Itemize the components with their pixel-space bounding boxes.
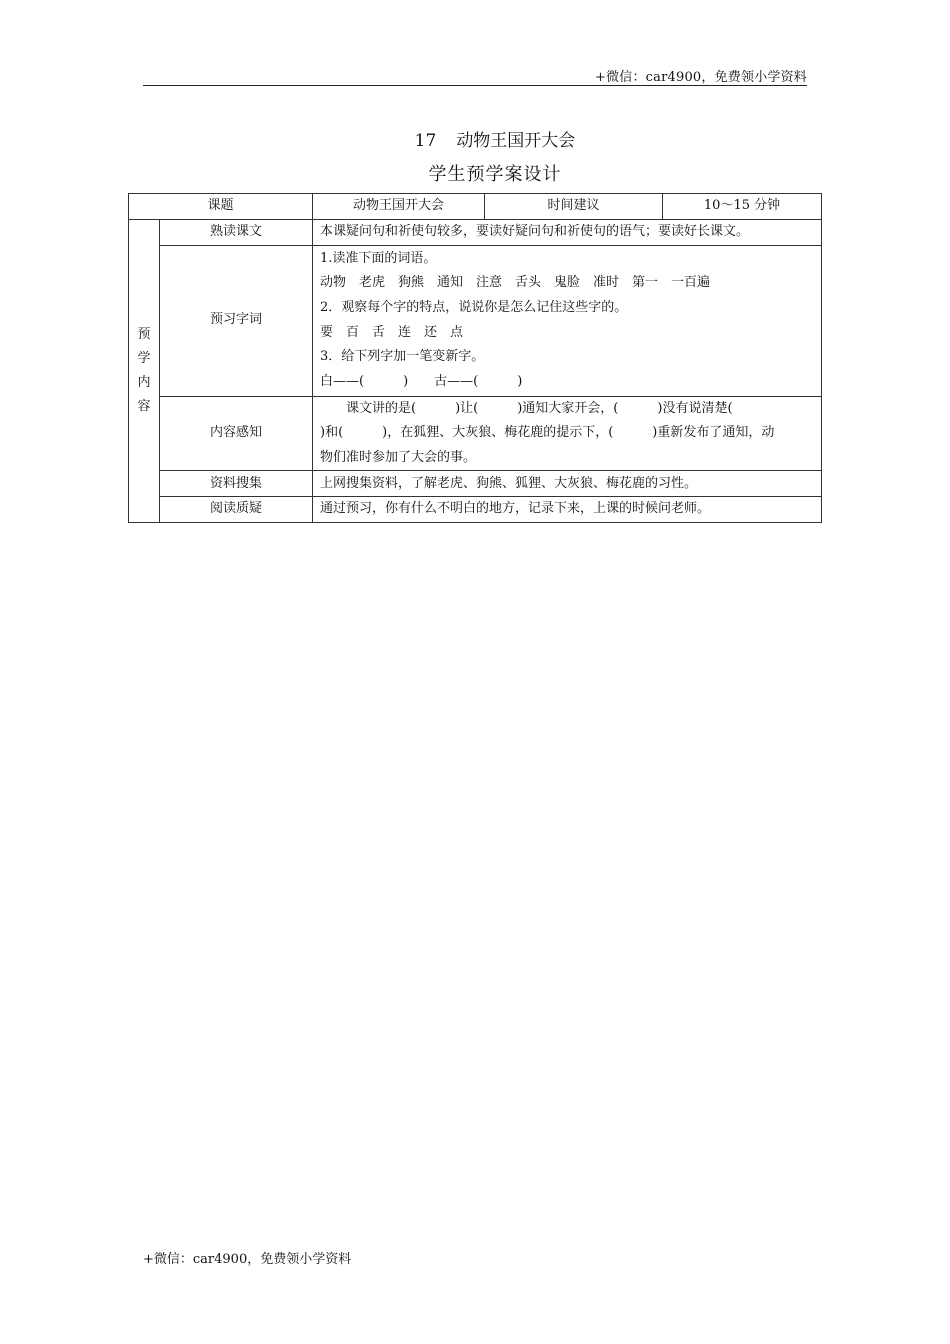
content-line: 物们准时参加了大会的事。	[320, 449, 477, 465]
topic-label: 课题	[129, 194, 313, 220]
lesson-title-text: 动物王国开大会	[456, 131, 576, 151]
read-label: 熟读课文	[160, 219, 313, 245]
question-label: 阅读质疑	[160, 497, 313, 523]
words-line: 3．给下列字加一笔变新字。	[320, 349, 485, 365]
question-row	[129, 497, 822, 523]
search-row	[129, 471, 822, 497]
content-label: 内容感知	[160, 396, 313, 471]
words-line: 2．观察每个字的特点，说说你是怎么记住这些字的。	[320, 300, 628, 315]
side-label-char: 预	[137, 326, 151, 342]
header-watermark-text: +微信：car4900，免费领小学资料	[594, 70, 807, 85]
side-label-char: 内	[137, 374, 151, 390]
topic-value: 动物王国开大会	[313, 194, 485, 220]
content-line: )和( )，在狐狸、大灰狼、梅花鹿的提示下，( )重新发布了通知，动	[320, 425, 775, 441]
search-label: 资料搜集	[160, 471, 313, 497]
preview-plan-table	[128, 193, 822, 523]
question-text: 通过预习，你有什么不明白的地方，记录下来，上课的时候问老师。	[313, 497, 822, 523]
footer-watermark-text: +微信：car4900，免费领小学资料	[143, 1252, 352, 1267]
words-line: 要 百 舌 连 还 点	[320, 324, 464, 340]
side-label-char: 容	[137, 398, 151, 414]
content-text	[313, 396, 822, 471]
words-content	[313, 245, 822, 396]
header-rule	[143, 85, 807, 86]
content-row	[129, 396, 822, 471]
time-value: 10～15 分钟	[663, 194, 822, 220]
words-line: 动物 老虎 狗熊 通知 注意 舌头 鬼脸 准时 第一 一百遍	[320, 275, 711, 291]
side-label	[129, 219, 160, 522]
content-line: 课文讲的是( )让( )通知大家开会，( )没有说清楚(	[346, 400, 733, 416]
words-line: 1.读准下面的词语。	[320, 250, 437, 266]
words-line: 白——( ) 古——( )	[320, 373, 523, 389]
lesson-title	[0, 126, 950, 151]
topic-row	[129, 194, 822, 220]
read-row	[129, 219, 822, 245]
search-text: 上网搜集资料，了解老虎、狗熊、狐狸、大灰狼、梅花鹿的习性。	[313, 471, 822, 497]
time-label: 时间建议	[485, 194, 663, 220]
lesson-number: 17	[414, 131, 437, 151]
words-row	[129, 245, 822, 396]
words-label: 预习字词	[160, 245, 313, 396]
read-text: 本课疑问句和祈使句较多，要读好疑问句和祈使句的语气；要读好长课文。	[313, 219, 822, 245]
page-subtitle: 学生预学案设计	[428, 164, 562, 185]
side-label-char: 学	[137, 350, 151, 366]
